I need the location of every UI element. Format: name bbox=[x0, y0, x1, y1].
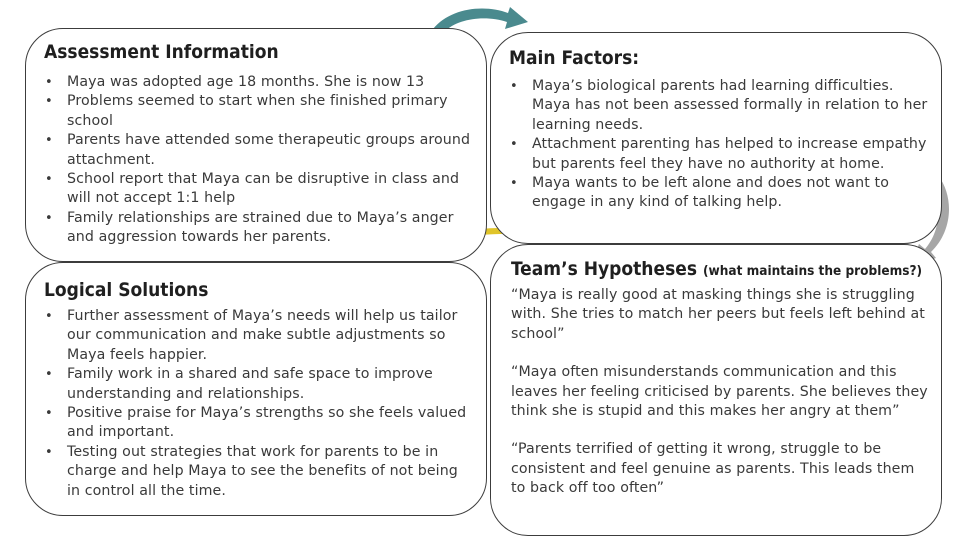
logical-solutions-list bbox=[43, 307, 473, 501]
assessment-title: Assessment Information bbox=[44, 41, 279, 63]
logical-solutions-title: Logical Solutions bbox=[44, 279, 209, 301]
hypothesis-quote: “Parents terrified of getting it wrong, struggle to be consistent and feel genuine as parents. This leads them to back off too often” bbox=[511, 441, 915, 497]
list-item: • Maya wants to be left alone and does not want to engage in any kind of talking help. bbox=[508, 174, 928, 213]
hypotheses-quotes bbox=[511, 286, 931, 499]
main-factors-box bbox=[490, 32, 942, 244]
main-factors-title: Main Factors: bbox=[509, 47, 640, 69]
list-item: • Maya’s biological parents had learning difficulties. Maya has not been assessed formally in relation to her learning needs. bbox=[508, 77, 928, 135]
team-hypotheses-box bbox=[490, 244, 942, 536]
list-item: • Testing out strategies that work for parents to be in charge and help Maya to see the benefits of not being in control all the time. bbox=[43, 443, 473, 501]
list-item: • Problems seemed to start when she finished primary school bbox=[43, 92, 473, 131]
hypothesis-quote: “Maya often misunderstands communication and this leaves her feeling criticised by parents. She believes they think she is stupid and this makes her angry at them” bbox=[511, 364, 928, 420]
list-item: • Family relationships are strained due to Maya’s anger and aggression towards her parents. bbox=[43, 209, 473, 248]
list-item: • Parents have attended some therapeutic groups around attachment. bbox=[43, 131, 473, 170]
hypotheses-title-text: Team’s Hypotheses bbox=[511, 258, 698, 280]
list-item: • Further assessment of Maya’s needs will help us tailor our communication and make subtle adjustments so Maya feels happier. bbox=[43, 307, 473, 365]
list-item: • Maya was adopted age 18 months. She is now 13 bbox=[43, 73, 473, 92]
main-factors-list bbox=[508, 77, 928, 213]
list-item: • Positive praise for Maya’s strengths so she feels valued and important. bbox=[43, 404, 473, 443]
hypothesis-quote: “Maya is really good at masking things she is struggling with. She tries to match her peers but feels left behind at school” bbox=[511, 287, 925, 342]
list-item: • Family work in a shared and safe space to improve understanding and relationships. bbox=[43, 365, 473, 404]
assessment-list bbox=[43, 73, 473, 248]
hypotheses-subtitle: (what maintains the problems?) bbox=[702, 263, 923, 279]
list-item: • Attachment parenting has helped to increase empathy but parents feel they have no authority at home. bbox=[508, 135, 928, 174]
hypotheses-title bbox=[511, 258, 922, 280]
list-item: • School report that Maya can be disruptive in class and will not accept 1:1 help bbox=[43, 170, 473, 209]
assessment-information-box bbox=[25, 28, 487, 262]
logical-solutions-box bbox=[25, 262, 487, 516]
